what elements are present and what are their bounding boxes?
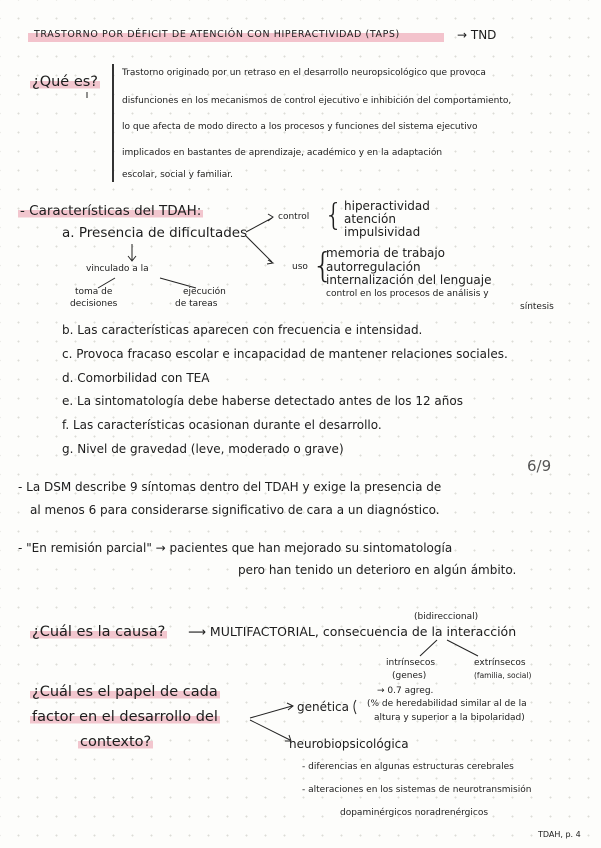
vinculado-label: vinculado a la [86, 264, 149, 274]
causa-question: ¿Cuál es la causa? [32, 624, 166, 640]
genetica-note-3: altura y superior a la bipolaridad) [374, 713, 525, 723]
item-d: d. Comorbilidad con TEA [62, 371, 210, 385]
toma-line-1: toma de [75, 287, 113, 297]
uso-label: uso [292, 262, 308, 272]
neuro-tail: dopaminérgicos noradrenérgicos [340, 808, 489, 818]
uso-brace: { [312, 246, 334, 286]
genetica-note-2: (% de heredabilidad similar al de la [367, 699, 527, 709]
arrow-to-genetica [250, 706, 292, 718]
item-a: a. Presencia de dificultades [62, 225, 248, 241]
arrow-to-neuro [250, 720, 290, 740]
genetica-note-1: → 0.7 agreg. [377, 686, 434, 696]
item-b: b. Las características aparecen con frecuencia e intensidad. [62, 323, 423, 337]
neuro-label: neurobiopsicológica [289, 737, 409, 751]
intrinsecos-label: intrínsecos [386, 658, 436, 668]
extrinsecos-label: extrínsecos [474, 658, 526, 668]
control-brace: { [324, 198, 344, 233]
toma-line-2: decisiones [70, 299, 118, 309]
item-e: e. La sintomatología debe haberse detectado antes de los 12 años [62, 394, 463, 408]
ejecucion-line-1: ejecución [183, 287, 226, 297]
uso-item-2: autorregulación [326, 260, 421, 274]
caracteristicas-heading: - Características del TDAH: [20, 203, 202, 219]
papel-question-3: contexto? [80, 734, 152, 750]
genes-label: (genes) [392, 671, 427, 681]
arrow-to-uso [246, 236, 272, 262]
uso-item-5: síntesis [520, 302, 554, 312]
uso-item-3: internalización del lenguaje [326, 273, 492, 287]
uso-item-4: control en los procesos de análisis y [326, 289, 489, 299]
papel-question-2: factor en el desarrollo del [32, 709, 218, 725]
dsm-line-2: al menos 6 para considerarse significativo de cara a un diagnóstico. [30, 503, 440, 517]
familia-label: (familia, social) [474, 671, 532, 680]
footer-page: TDAH, p. 4 [538, 830, 581, 839]
bidireccional-label: (bidireccional) [414, 612, 479, 622]
dsm-line-1: - La DSM describe 9 síntomas dentro del TDAH y exige la presencia de [18, 480, 442, 494]
que-es-question: ¿Qué es? [32, 74, 99, 90]
control-item-2: atención [344, 212, 396, 226]
page-title: TRASTORNO POR DÉFICIT DE ATENCIÓN CON HIPERACTIVIDAD (TAPS) [34, 29, 400, 40]
uso-item-1: memoria de trabajo [326, 246, 445, 260]
ejecucion-line-2: de tareas [175, 299, 218, 309]
arrow-to-control [246, 218, 272, 232]
neuro-item-2: - alteraciones en los sistemas de neurotransmisión [302, 785, 532, 795]
neuro-item-1: - diferencias en algunas estructuras cerebrales [302, 762, 514, 772]
definition-line-3: lo que afecta de modo directo a los procesos y funciones del sistema ejecutivo [122, 122, 478, 132]
control-item-1: hiperactividad [344, 199, 430, 213]
control-label: control [278, 212, 310, 222]
definition-line-1: Trastorno originado por un retraso en el desarrollo neuropsicológico que provoca [122, 68, 486, 78]
definition-line-2: disfunciones en los mecanismos de control ejecutivo e inhibición del comportamiento, [122, 96, 512, 106]
causa-answer: ⟶ MULTIFACTORIAL, consecuencia de la interacción [188, 624, 517, 639]
item-f: f. Las características ocasionan durante el desarrollo. [62, 418, 382, 432]
ratio-note: 6/9 [527, 457, 552, 475]
remision-line-2: pero han tenido un deterioro en algún ámbito. [238, 563, 517, 577]
item-g: g. Nivel de gravedad (leve, moderado o grave) [62, 442, 344, 456]
papel-question-1: ¿Cuál es el papel de cada [32, 684, 218, 700]
item-c: c. Provoca fracaso escolar e incapacidad de mantener relaciones sociales. [62, 347, 508, 361]
remision-line-1: - "En remisión parcial" → pacientes que han mejorado su sintomatología [18, 541, 453, 555]
title-abbreviation: → TND [457, 28, 497, 42]
definition-line-4: implicados en bastantes de aprendizaje, académico y en la adaptación [122, 148, 443, 158]
genetica-label: genética [297, 700, 349, 714]
control-item-3: impulsividad [344, 225, 421, 239]
definition-line-5: escolar, social y familiar. [122, 170, 234, 180]
